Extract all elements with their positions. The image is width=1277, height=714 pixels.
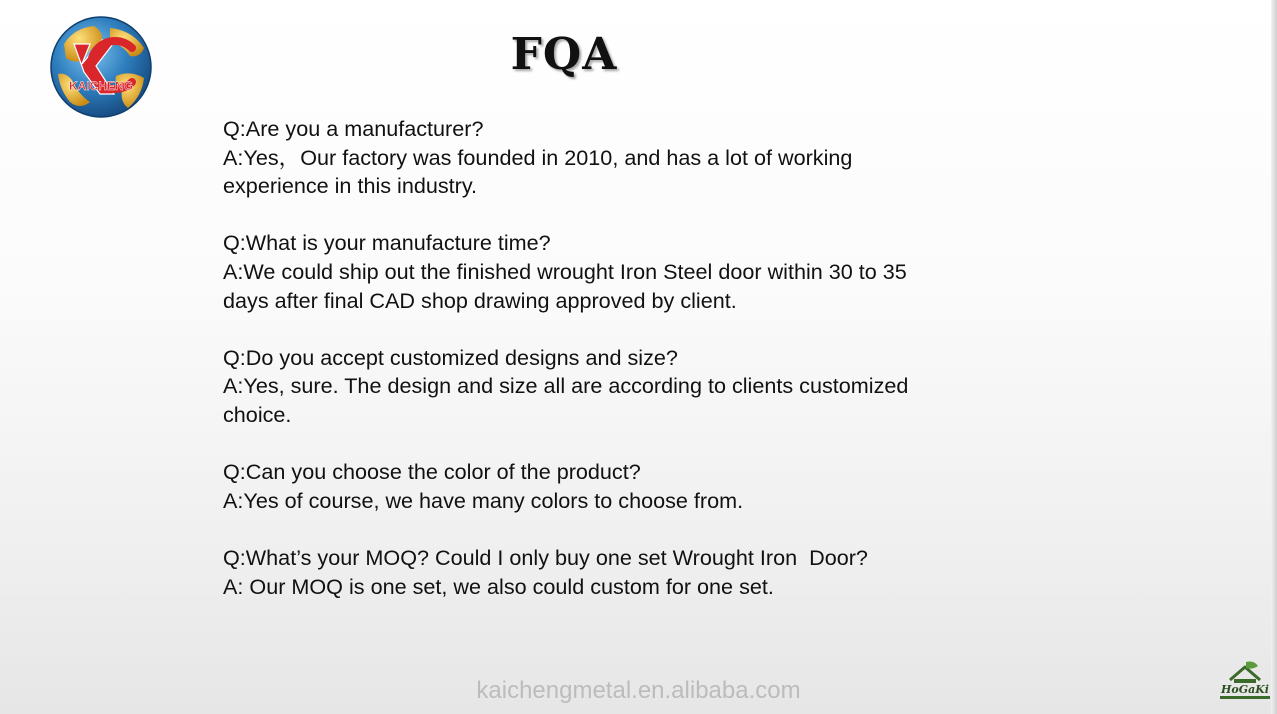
kaicheng-logo xyxy=(44,14,158,120)
slide-right-edge xyxy=(1271,0,1277,714)
faq-question: Q:What is your manufacture time? xyxy=(223,230,551,256)
faq-item xyxy=(223,115,1003,201)
faq-list xyxy=(223,115,1003,630)
faq-answer-line: choice. xyxy=(223,401,292,427)
faq-answer-line: A:Yes of course, we have many colors to choose from. xyxy=(223,487,744,513)
hogaki-house-logo-icon xyxy=(1216,658,1274,702)
watermark-url: kaichengmetal.en.alibaba.com xyxy=(476,677,801,704)
hogaki-logo xyxy=(1216,658,1274,702)
faq-item xyxy=(223,344,1003,430)
faq-item xyxy=(223,544,1003,601)
faq-question: Q:What’s your MOQ? Could I only buy one set Wrought Iron Door? xyxy=(223,544,868,570)
page-title: FQA xyxy=(510,29,618,80)
faq-question: Q:Can you choose the color of the product? xyxy=(223,459,641,485)
faq-question: Q:Are you a manufacturer? xyxy=(223,116,484,141)
kaicheng-globe-logo-icon xyxy=(44,14,158,120)
logo-text: KAICHENG xyxy=(68,79,134,93)
faq-answer-line: A:We could ship out the finished wrought Iron Steel door within 30 to 35 xyxy=(223,258,907,284)
faq-answer-line: experience in this industry. xyxy=(223,173,478,199)
faq-item xyxy=(223,229,1003,315)
faq-answer-line: A: Our MOQ is one set, we also could custom for one set. xyxy=(223,573,774,599)
faq-question: Q:Do you accept customized designs and size? xyxy=(223,344,678,370)
faq-answer-line: A:Yes, sure. The design and size all are according to clients customized xyxy=(223,373,909,399)
hogaki-logo-text: HoGaKi xyxy=(1221,683,1269,696)
faq-answer-line: days after final CAD shop drawing approved by client. xyxy=(223,287,737,313)
faq-answer-line: A:Yes，Our factory was founded in 2010, and has a lot of working xyxy=(223,144,853,170)
faq-item xyxy=(223,458,1003,515)
